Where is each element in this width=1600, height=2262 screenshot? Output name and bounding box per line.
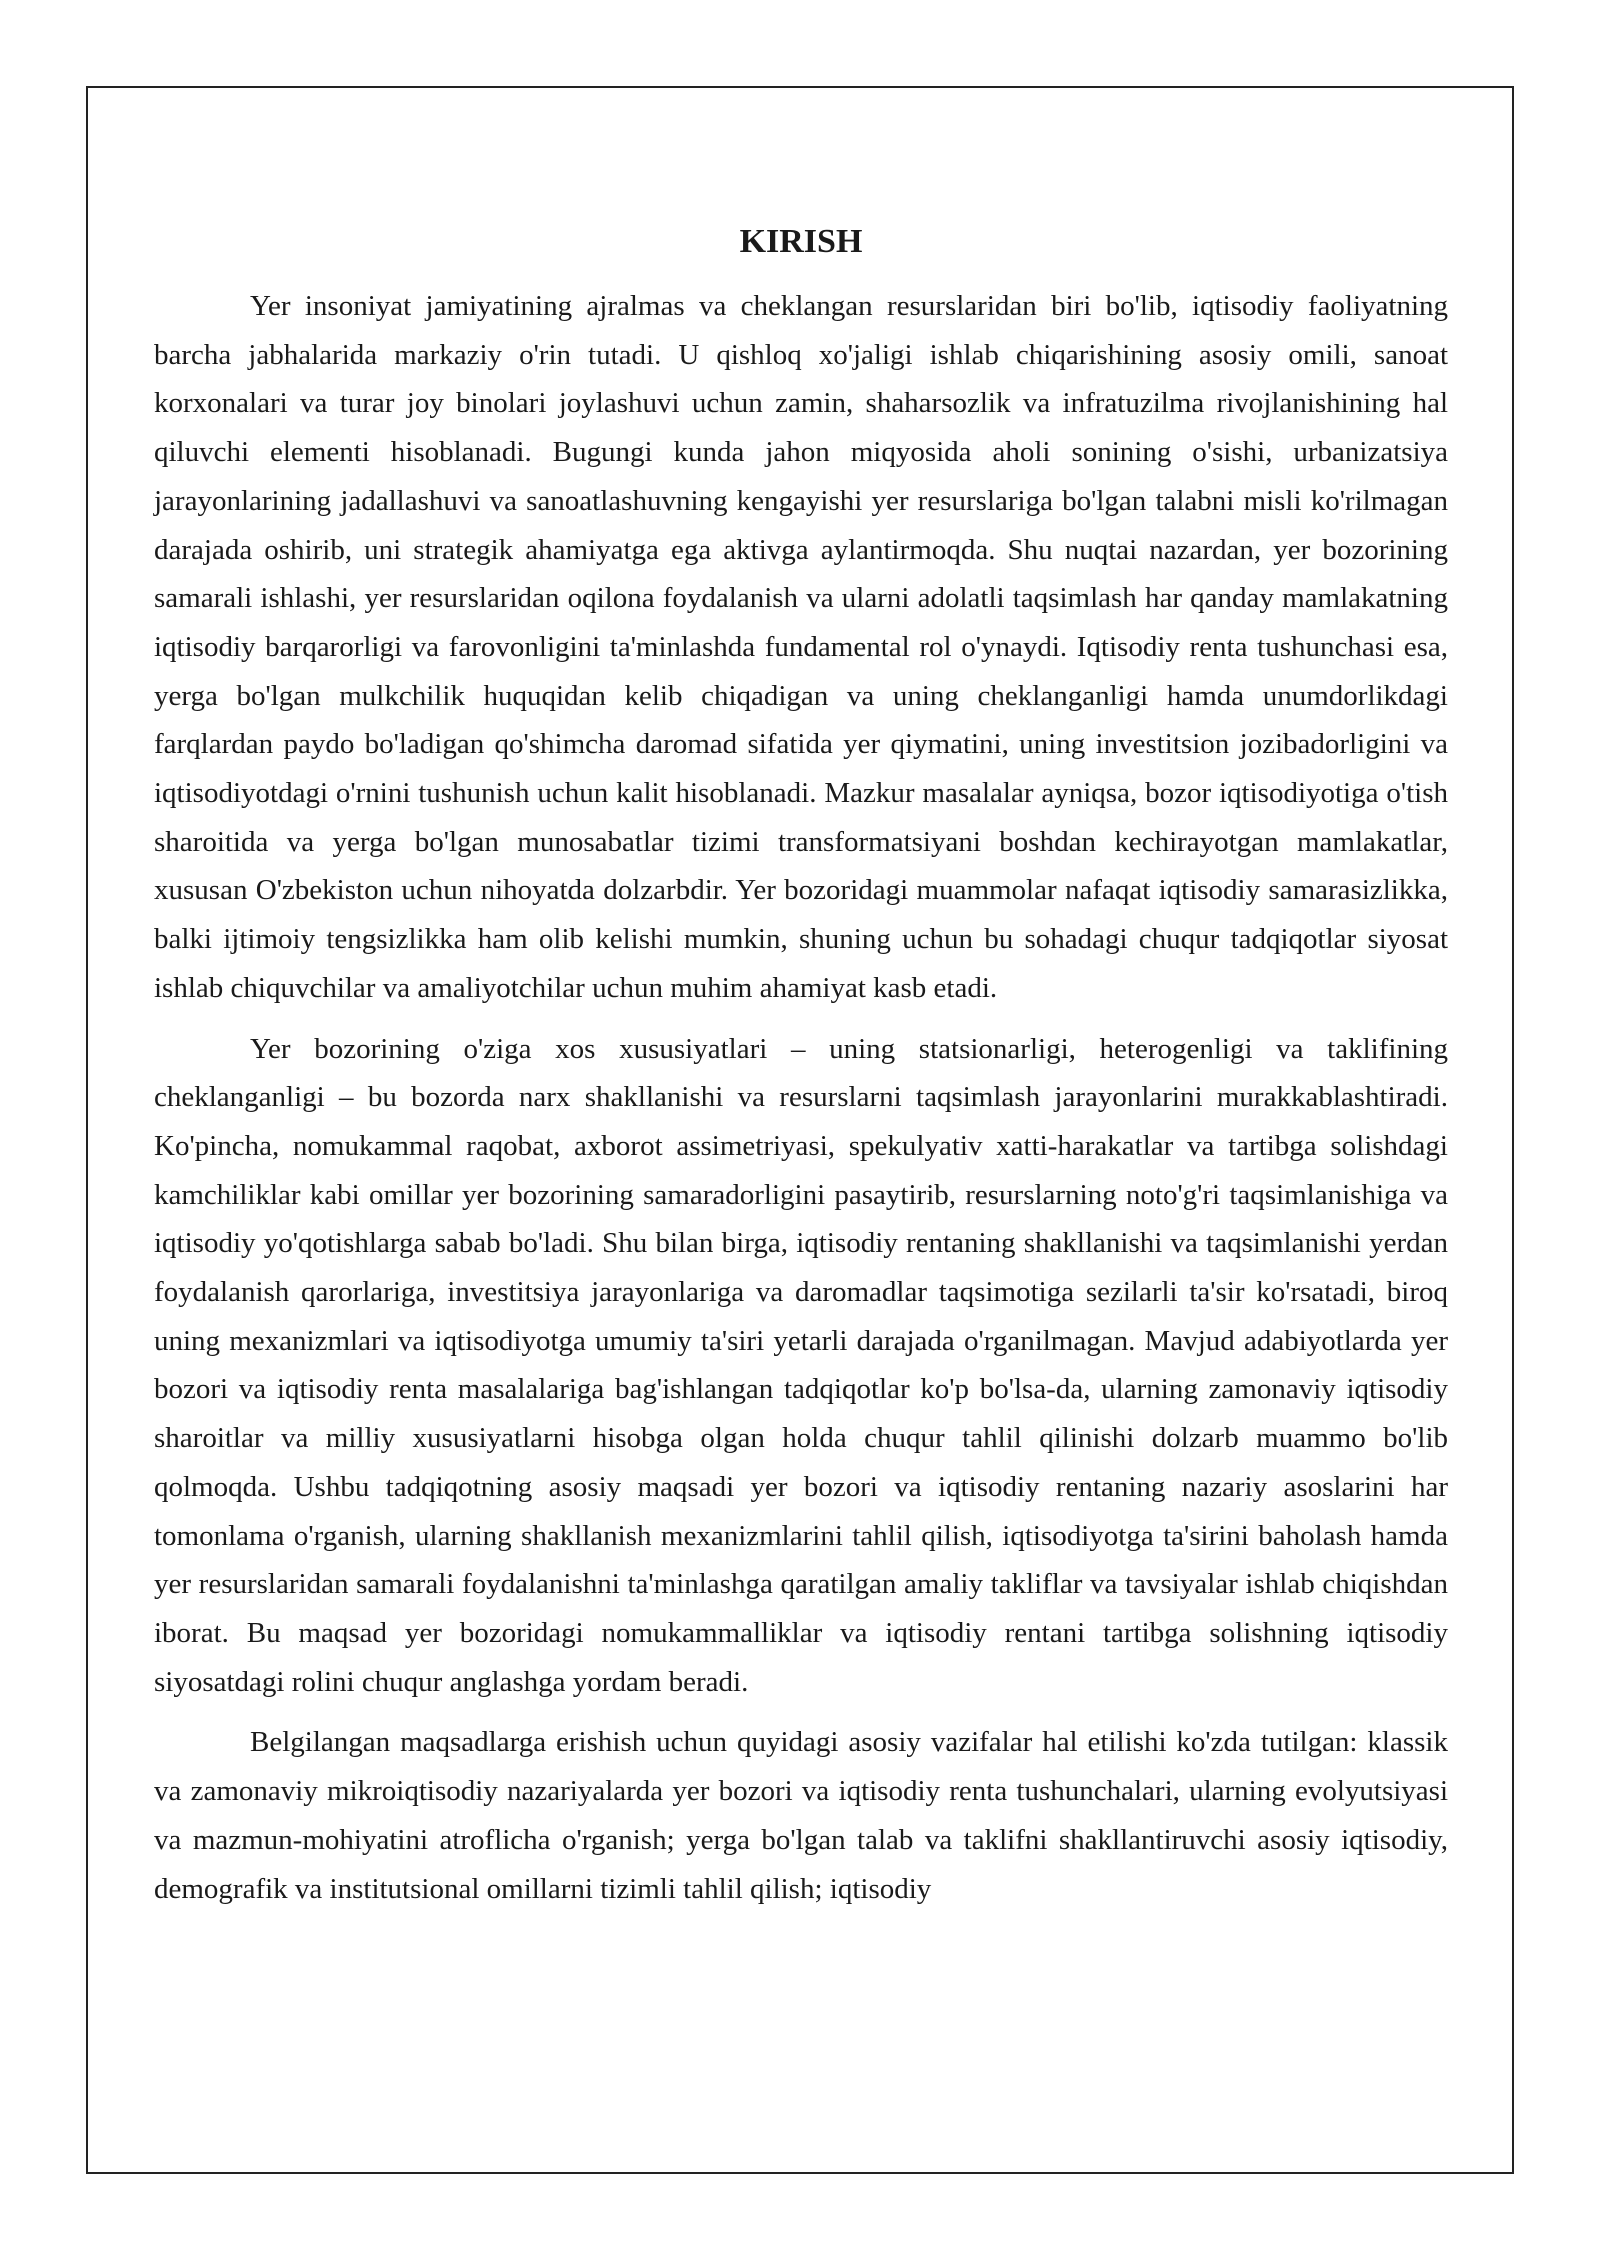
paragraph-1: Yer insoniyat jamiyatining ajralmas va cheklangan resurslaridan biri bo'lib, iqtisodiy faoliyatning barcha jabhalarida markaziy o'rin tutadi. U qishloq xo'jaligi ishlab chiqarishining asosiy omili, sanoat korxonalari va turar joy binolari joylashuvi uchun zamin, shaharsozlik va infratuzilma rivojlanishining hal qiluvchi elementi hisoblanadi. Bugungi kunda jahon miqyosida aholi sonining o'sishi, urbanizatsiya jarayonlarining jadallashuvi va sanoatlashuvning kengayishi yer resurslariga bo'lgan talabni misli ko'rilmagan darajada oshirib, uni strategik ahamiyatga ega aktivga aylantirmoqda. Shu nuqtai nazardan, yer bozorining samarali ishlashi, yer resurslaridan oqilona foydalanish va ularni adolatli taqsimlash har qanday mamlakatning iqtisodiy barqarorligi va farovonligini ta'minlashda fundamental rol o'ynaydi. Iqtisodiy renta tushunchasi esa, yerga bo'lgan mulkchilik huquqidan kelib chiqadigan va uning cheklanganligi hamda unumdorlikdagi farqlardan paydo bo'ladigan qo'shimcha daromad sifatida yer qiymatini, uning investitsion jozibadorligini va iqtisodiyotdagi o'rnini tushunish uchun kalit hisoblanadi. Mazkur masalalar ayniqsa, bozor iqtisodiyotiga o'tish sharoitida va yerga bo'lgan munosabatlar tizimi transformatsiyani boshdan kechirayotgan mamlakatlar, xususan O'zbekiston uchun nihoyatda dolzarbdir. Yer bozoridagi muammolar nafaqat iqtisodiy samarasizlikka, balki ijtimoiy tengsizlikka ham olib kelishi mumkin, shuning uchun bu sohadagi chuqur tadqiqotlar siyosat ishlab chiquvchilar va amaliyotchilar uchun muhim ahamiyat kasb etadi.: [154, 290, 1448, 1004]
paragraph-3: Belgilangan maqsadlarga erishish uchun quyidagi asosiy vazifalar hal etilishi ko'zda tutilgan: klassik va zamonaviy mikroiqtisodiy nazariyalarda yer bozori va iqtisodiy renta tushunchalari, ularning evolyutsiyasi va mazmun-mohiyatini atroflicha o'rganish; yerga bo'lgan talab va taklifni shakllantiruvchi asosiy iqtisodiy, demografik va institutsional omillarni tizimli tahlil qilish; iqtisodiy: [154, 1726, 1448, 1905]
paragraph-2: Yer bozorining o'ziga xos xususiyatlari – uning statsionarligi, heterogenligi va taklifining cheklanganligi – bu bozorda narx shakllanishi va resurslarni taqsimlash jarayonlarini murakkablashtiradi. Ko'pincha, nomukammal raqobat, axborot assimetriyasi, spekulyativ xatti-harakatlar va tartibga solishdagi kamchiliklar kabi omillar yer bozorining samaradorligini pasaytirib, resurslarning noto'g'ri taqsimlanishiga va iqtisodiy yo'qotishlarga sabab bo'ladi. Shu bilan birga, iqtisodiy rentaning shakllanishi va taqsimlanishi yerdan foydalanish qarorlariga, investitsiya jarayonlariga va daromadlar taqsimotiga sezilarli ta'sir ko'rsatadi, biroq uning mexanizmlari va iqtisodiyotga umumiy ta'siri yetarli darajada o'rganilmagan. Mavjud adabiyotlarda yer bozori va iqtisodiy renta masalalariga bag'ishlangan tadqiqotlar ko'p bo'lsa-da, ularning zamonaviy iqtisodiy sharoitlar va milliy xususiyatlarni hisobga olgan holda chuqur tahlil qilinishi dolzarb muammo bo'lib qolmoqda. Ushbu tadqiqotning asosiy maqsadi yer bozori va iqtisodiy rentaning nazariy asoslarini har tomonlama o'rganish, ularning shakllanish mexanizmlarini tahlil qilish, iqtisodiyotga ta'sirini baholash hamda yer resurslaridan samarali foydalanishni ta'minlashga qaratilgan amaliy takliflar va tavsiyalar ishlab chiqishdan iborat. Bu maqsad yer bozoridagi nomukammalliklar va iqtisodiy rentani tartibga solishning iqtisodiy siyosatdagi rolini chuqur anglashga yordam beradi.: [154, 1032, 1448, 1698]
document-body: [154, 222, 1448, 1925]
document-title: KIRISH: [739, 223, 863, 260]
